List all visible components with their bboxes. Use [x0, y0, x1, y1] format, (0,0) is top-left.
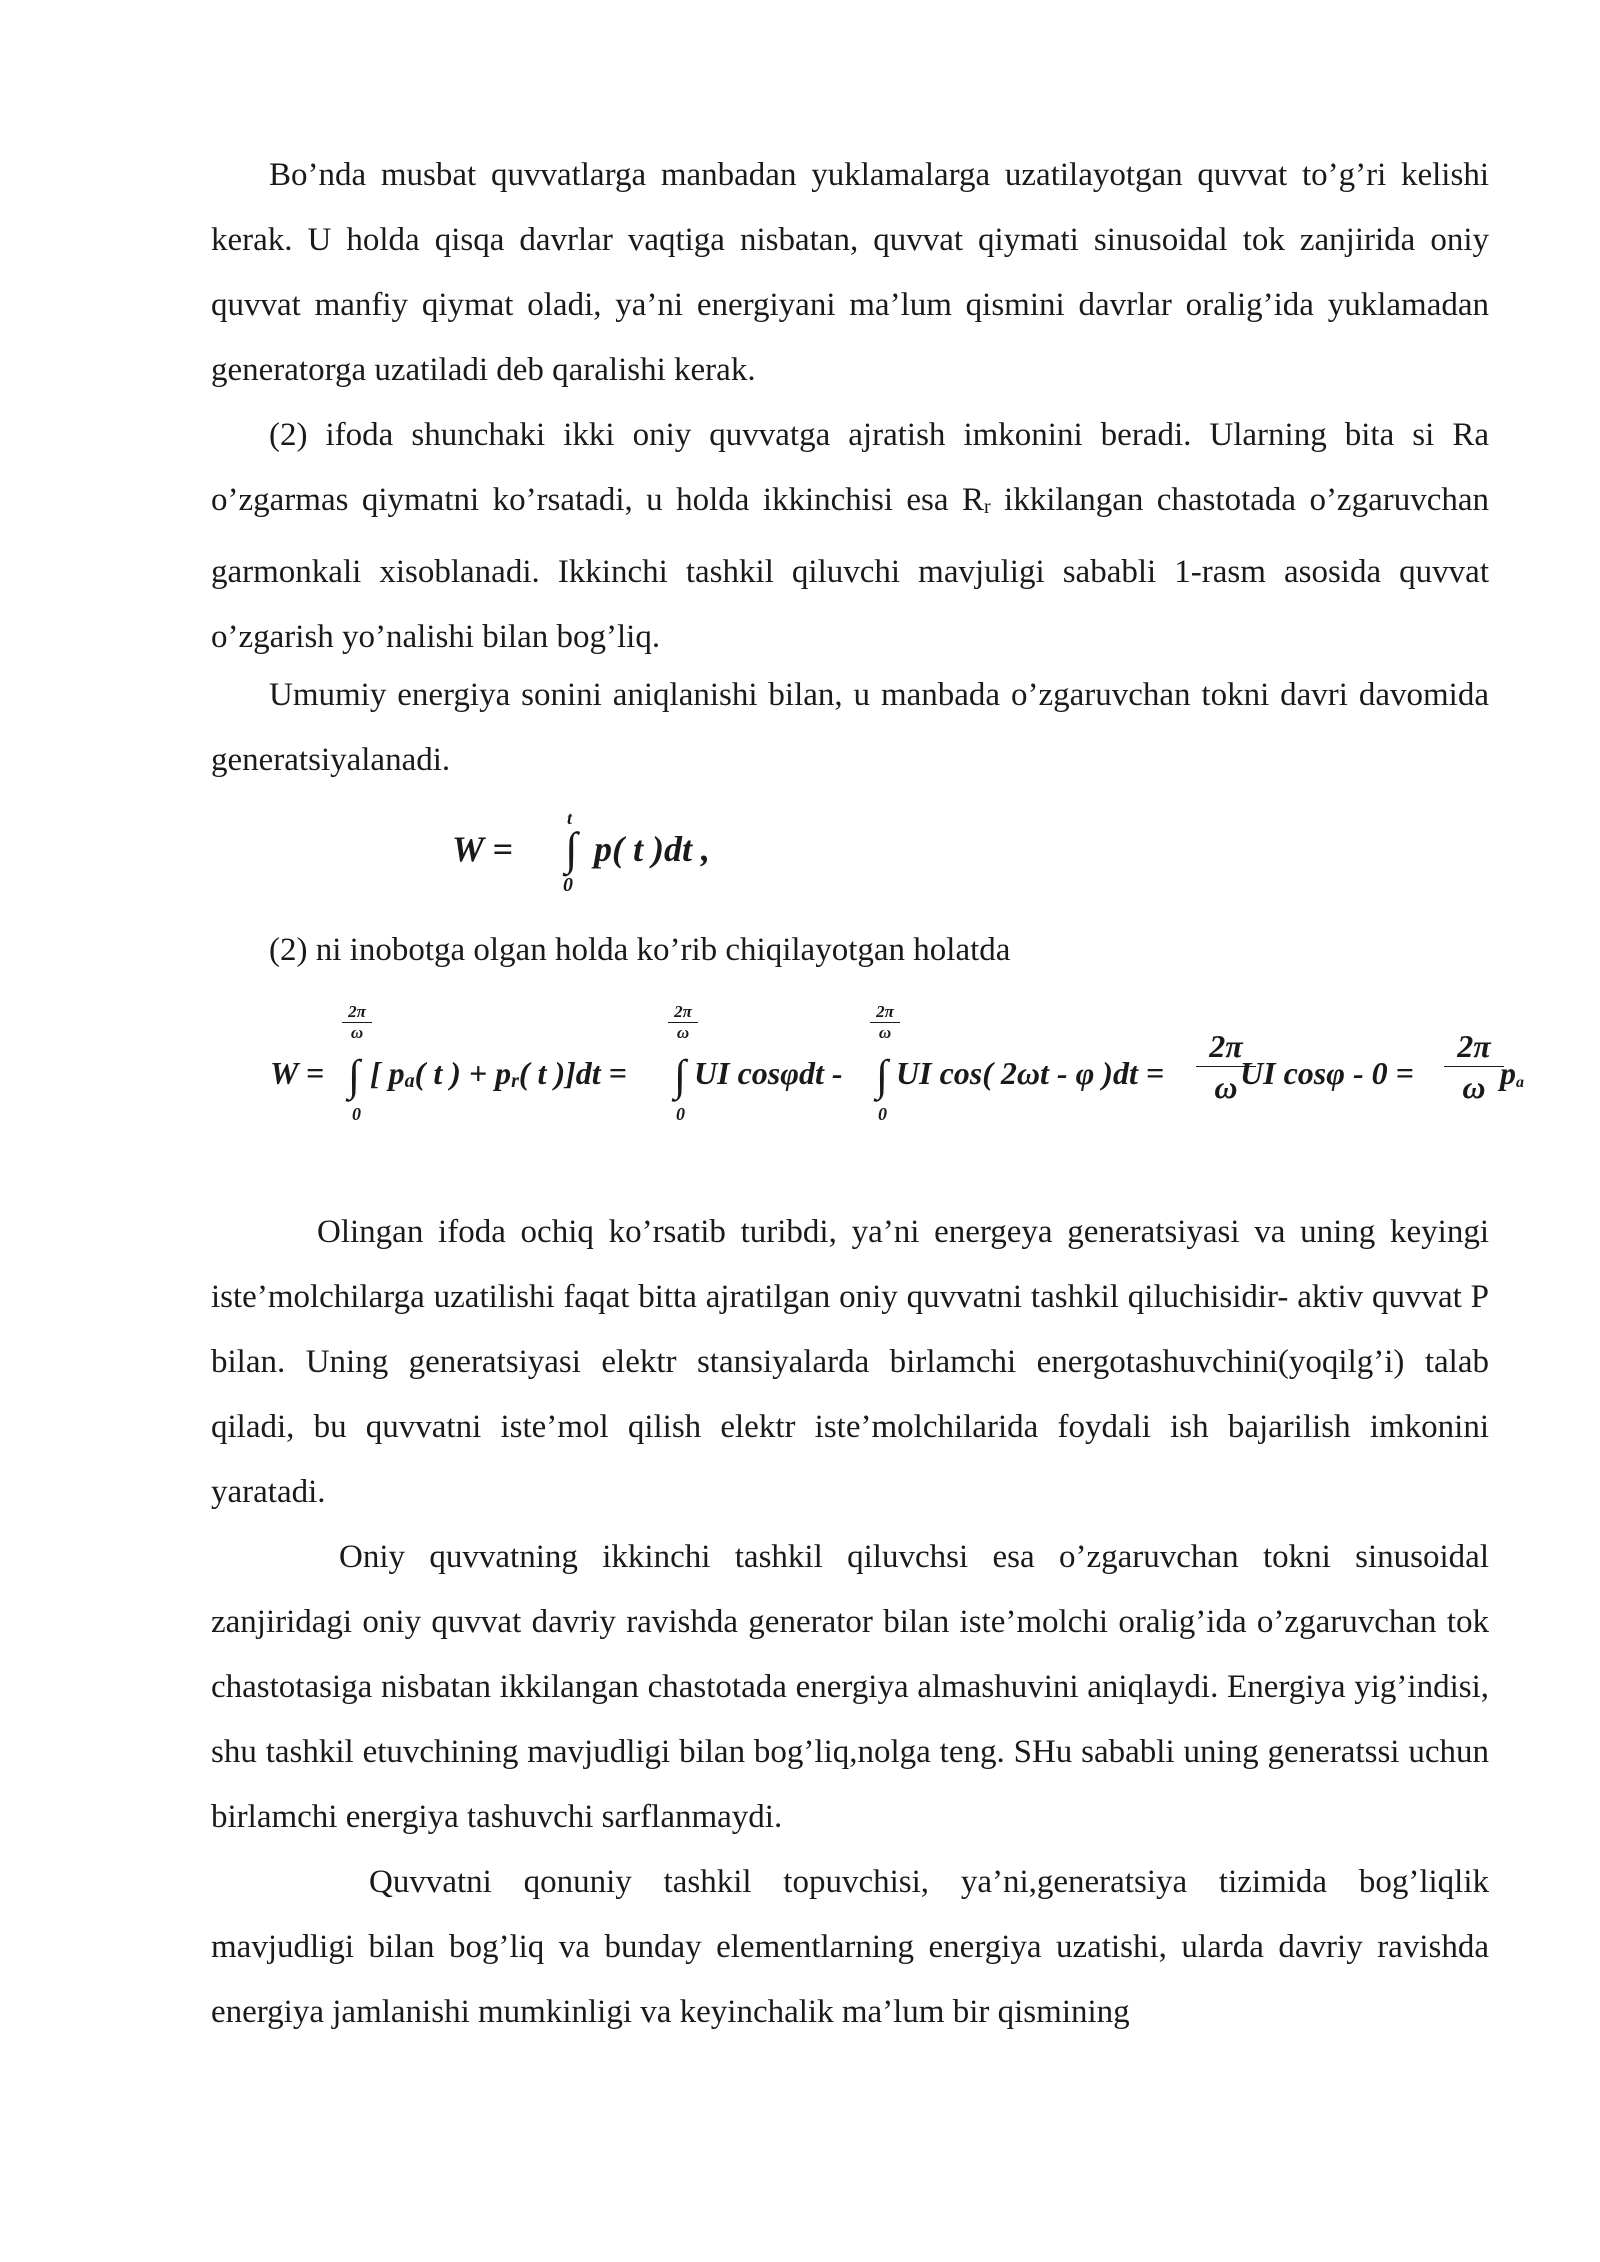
paragraph-2-text-b: ikkilangan chastotada o’zgaruvchan garmonkali xisoblanadi. Ikkinchi tashkil qiluvchi mavjuligi sababli 1-rasm asosida quvvat o’zgarish yo’nalishi bilan bog’liq. — [211, 482, 1490, 655]
integral-3-lower-limit: 0 — [878, 1104, 887, 1124]
paragraph-7: Quvvatni qonuniy tashkil topuvchisi, ya’ni,generatsiya tizimida bog’liqlik mavjudligi bilan bog’liq va bunday elementlarning energiya uzatishi, ularda davriy ravishda energiya jamlanishi mumkinligi va keyinchalik ma’lum bir qismining — [211, 1864, 1489, 2030]
integral-3-sign: ∫ — [876, 1051, 889, 1100]
paragraph-6: Oniy quvvatning ikkinchi tashkil qiluvchsi esa o’zgaruvchan tokni sinusoidal zanjiridagi oniy quvvat davriy ravishda generator bilan iste’molchi oralig’ida o’zgaruvchan tok chastotasiga nisbatan ikkilangan chastotada energiya almashuvini aniqlaydi. Energiya yig’indisi, shu tashkil etuvchining mavjudligi bilan bog’liq,nolga teng. SHu sababli uning generatssi uchun birlamchi energiya tashuvchi sarflanmaydi. — [211, 1539, 1489, 1835]
fraction-2pi-over-omega-1: 2π ω — [1196, 1026, 1256, 1107]
paragraph-2-subscript: r — [983, 496, 991, 518]
formula-1-integral-sign: ∫ — [565, 823, 578, 874]
paragraph-2 — [211, 403, 1489, 670]
paragraph-5: Olingan ifoda ochiq ko’rsatib turibdi, ya’ni energeya generatsiyasi va uning keyingi iste’molchilarga uzatilishi faqat bitta ajratilgan oniy quvvatni tashkil qiluchisidir- aktiv quvvat P bilan. Uning generatsiyasi elektr stansiyalarda birlamchi energotashuvchini(yoqilg’i) talab qiladi, bu quvvatni iste’mol qilish elektr iste’molchilarida foydali ish bajarilish imkonini yaratadi. — [211, 1214, 1489, 1510]
formula-1-lhs: W = — [452, 829, 513, 869]
paragraph-3: Umumiy energiya sonini aniqlanishi bilan, u manbada o’zgaruvchan tokni davri davomida generatsiyalanadi. — [211, 677, 1489, 778]
paragraph-2-text-a: (2) ifoda shunchaki ikki oniy quvvatga ajratish imkonini beradi. Ularning bita si Ra o’zgarmas qiymatni ko’rsatadi, u holda ikkinchisi esa R — [211, 417, 1489, 518]
integral-2-sign: ∫ — [674, 1051, 687, 1100]
integral-1-upper-limit: 2π ω — [342, 1002, 372, 1043]
formula-2-term-1: [ pa( t ) + pr( t )]dt = — [370, 1055, 627, 1092]
integral-3-upper-limit: 2π ω — [870, 1002, 900, 1043]
formula-1-body: p( t )dt , — [594, 829, 710, 869]
formula-2-term-2: UI cosφdt - — [694, 1055, 843, 1091]
formula-2-term-3: UI cos( 2ωt - φ )dt = — [896, 1055, 1165, 1091]
formula-2-term-4: UI cosφ - 0 = — [1240, 1055, 1414, 1091]
integral-2-upper-limit: 2π ω — [668, 1002, 698, 1043]
formula-2-term-5: pa — [1500, 1055, 1524, 1091]
paragraph-1: Bo’nda musbat quvvatlarga manbadan yuklamalarga uzatilayotgan quvvat to’g’ri kelishi kerak. U holda qisqa davrlar vaqtiga nisbatan, quvvat qiymati sinusoidal tok zanjirida oniy quvvat manfiy qiymat oladi, ya’ni energiyani ma’lum qismini davrlar oralig’ida yuklamadan generatorga uzatiladi deb qaralishi kerak. — [211, 157, 1489, 388]
formula-2-lhs: W = — [270, 1055, 325, 1091]
formula-1-upper-limit: t — [567, 808, 573, 828]
formula-1-lower-limit: 0 — [563, 874, 573, 896]
integral-1-lower-limit: 0 — [352, 1104, 361, 1124]
integral-1-sign: ∫ — [348, 1051, 361, 1100]
fraction-2pi-over-omega-2: 2π ω — [1444, 1026, 1504, 1107]
integral-2-lower-limit: 0 — [676, 1104, 685, 1124]
paragraph-4: (2) ni inobotga olgan holda ko’rib chiqilayotgan holatda — [269, 932, 1011, 968]
